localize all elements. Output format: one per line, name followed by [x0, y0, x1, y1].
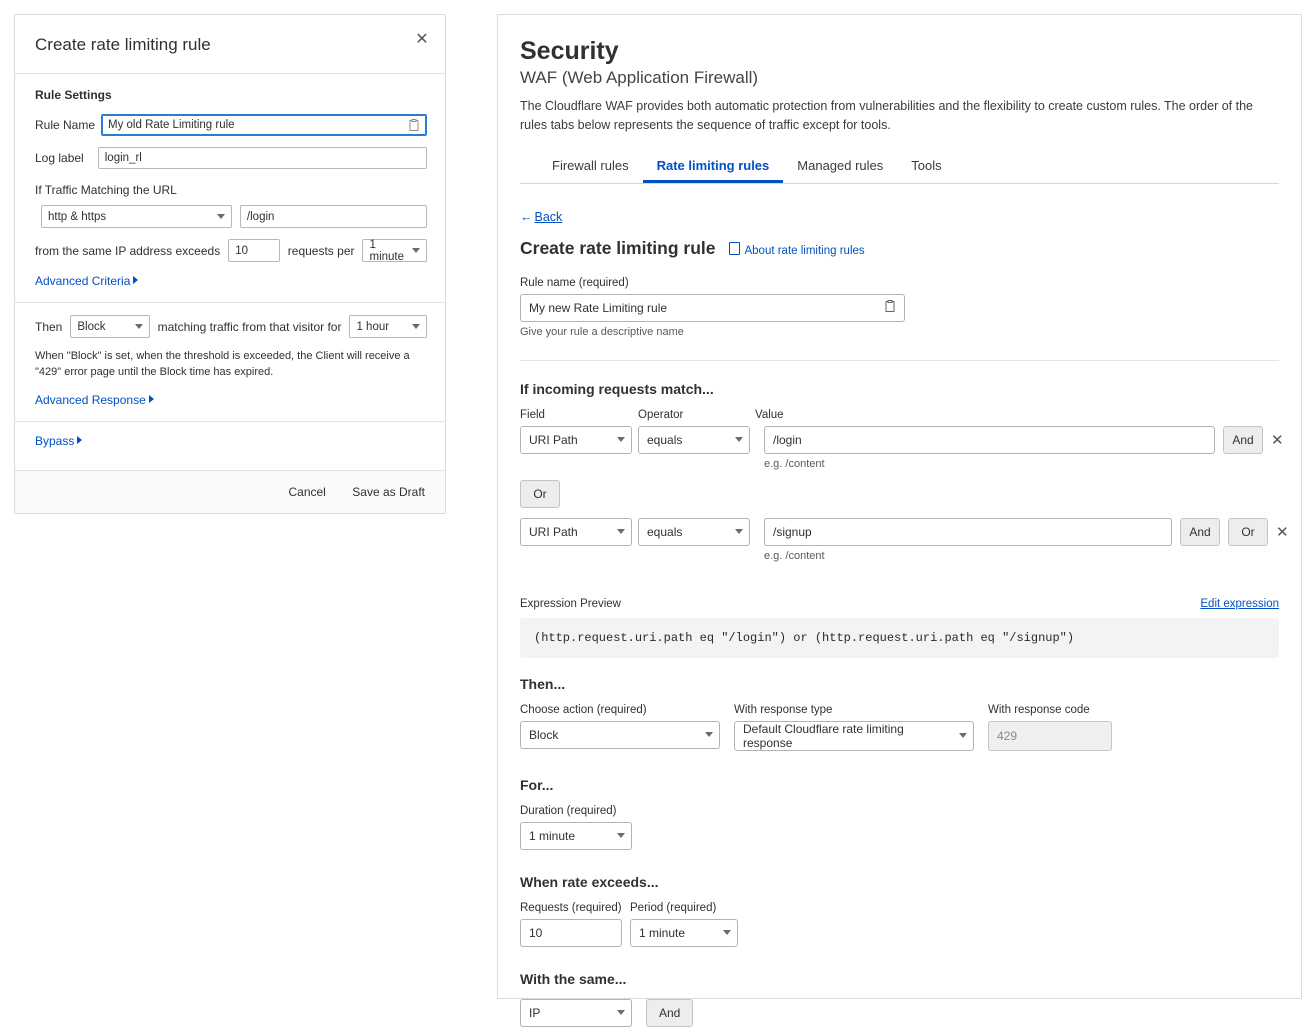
rule-name-input[interactable]: [520, 294, 905, 322]
arrow-left-icon: ←: [520, 209, 533, 224]
log-label-input[interactable]: [98, 147, 427, 169]
url-path-input[interactable]: [240, 205, 427, 228]
requests-label: Requests (required): [520, 901, 622, 914]
advanced-response-label: Advanced Response: [35, 392, 146, 407]
condition-value-input[interactable]: [764, 518, 1172, 546]
chevron-down-icon: [412, 324, 420, 329]
rule-name-label: Rule Name: [35, 118, 96, 132]
expression-header: [520, 598, 1279, 610]
choose-action-select[interactable]: [520, 721, 720, 749]
chevron-down-icon: [959, 733, 967, 738]
modal-footer: [15, 470, 445, 513]
period-value: 1 minute: [639, 925, 686, 940]
page-description: The Cloudflare WAF provides both automatic protection from vulnerabilities and the flexibility to create custom rules. The order of the rules tabs below represents the sequence of traffic except for tools.: [520, 99, 1253, 132]
log-label-label: Log label: [35, 151, 84, 165]
action-select[interactable]: [70, 315, 149, 338]
chevron-down-icon: [617, 833, 625, 838]
condition-row: [520, 518, 1289, 562]
condition-operator-select[interactable]: [638, 426, 750, 454]
threshold-input[interactable]: [228, 239, 280, 262]
period-select[interactable]: [362, 239, 427, 262]
chevron-down-icon: [617, 1010, 625, 1015]
condition-value-help: e.g. /content: [764, 549, 825, 562]
remove-condition-icon[interactable]: ✕: [1271, 431, 1284, 449]
characteristic-value: IP: [529, 1005, 541, 1020]
duration-value: 1 hour: [356, 320, 390, 333]
close-icon[interactable]: ✕: [415, 31, 429, 48]
divider: [15, 302, 445, 303]
condition-value-text: /signup: [773, 524, 812, 539]
threshold-row: [35, 239, 427, 262]
condition-field-select[interactable]: [520, 518, 632, 546]
about-rate-limiting-rules-link[interactable]: [729, 242, 864, 257]
condition-value-input[interactable]: [764, 426, 1215, 454]
about-link-label: About rate limiting rules: [744, 244, 865, 257]
action-value: Block: [77, 320, 106, 333]
page-title: Security: [520, 37, 619, 65]
threshold-value: 10: [235, 244, 248, 257]
threshold-prefix-label: from the same IP address exceeds: [35, 243, 221, 258]
condition-field-value: URI Path: [529, 524, 578, 539]
period-label: Period (required): [630, 901, 717, 914]
tab-rate-limiting-rules[interactable]: Rate limiting rules: [643, 151, 784, 183]
advanced-criteria-link[interactable]: [35, 274, 427, 288]
chevron-down-icon: [135, 324, 143, 329]
condition-operator-select[interactable]: [638, 518, 750, 546]
modal-body: [15, 74, 445, 470]
duration-select[interactable]: [520, 822, 632, 850]
response-code-value: 429: [997, 728, 1018, 743]
response-type-label: With response type: [734, 703, 833, 716]
form-heading-row: [520, 238, 1279, 259]
duration-value: 1 minute: [529, 828, 576, 843]
scheme-select[interactable]: [41, 205, 232, 228]
chevron-down-icon: [617, 437, 625, 442]
rule-name-help: Give your rule a descriptive name: [520, 325, 684, 338]
chevron-down-icon: [723, 930, 731, 935]
or-button[interactable]: Or: [520, 480, 560, 508]
same-and-button[interactable]: And: [646, 999, 693, 1027]
document-icon: [729, 242, 740, 255]
url-path-value: /login: [246, 210, 275, 223]
chevron-down-icon: [705, 732, 713, 737]
then-suffix-label: matching traffic from that visitor for: [157, 319, 342, 334]
response-type-select[interactable]: [734, 721, 974, 751]
condition-field-value: URI Path: [529, 432, 578, 447]
log-label-row: [35, 147, 427, 169]
save-as-draft-button[interactable]: Save as Draft: [352, 484, 425, 499]
bypass-link[interactable]: [35, 434, 427, 448]
clipboard-icon[interactable]: [884, 300, 896, 316]
for-section-heading: For...: [520, 776, 554, 793]
rule-name-value: My old Rate Limiting rule: [108, 119, 235, 131]
rule-settings-heading: Rule Settings: [35, 88, 112, 102]
requests-input[interactable]: [520, 919, 622, 947]
remove-condition-icon[interactable]: ✕: [1276, 523, 1289, 541]
response-code-input: [988, 721, 1112, 751]
legacy-rate-limiting-modal: [14, 14, 446, 514]
condition-value-help: e.g. /content: [764, 457, 825, 470]
then-label: Then: [35, 319, 63, 334]
condition-operator-value: equals: [647, 432, 683, 447]
chevron-down-icon: [217, 214, 225, 219]
tab-tools[interactable]: Tools: [911, 157, 942, 173]
clipboard-icon[interactable]: [408, 119, 420, 132]
page-subtitle: WAF (Web Application Firewall): [520, 68, 759, 87]
tab-firewall-rules[interactable]: Firewall rules: [552, 157, 629, 173]
then-section-heading: Then...: [520, 675, 566, 692]
characteristic-select[interactable]: [520, 999, 632, 1027]
chevron-down-icon: [617, 529, 625, 534]
condition-operator-value: equals: [647, 524, 683, 539]
condition-and-button[interactable]: And: [1180, 518, 1220, 546]
url-match-label: If Traffic Matching the URL: [35, 183, 177, 197]
response-type-value: Default Cloudflare rate limiting response: [743, 721, 904, 750]
column-header-field: Field: [520, 408, 545, 421]
rule-name-label: Rule name (required): [520, 276, 629, 289]
condition-value-text: /login: [773, 432, 802, 447]
block-note: When "Block" is set, when the threshold is exceeded, the Client will receive a "429" error page until the Block time has expired.: [35, 350, 410, 378]
column-header-operator: Operator: [638, 408, 684, 421]
chevron-down-icon: [735, 437, 743, 442]
then-row: [35, 315, 427, 338]
rate-section-heading: When rate exceeds...: [520, 873, 659, 890]
bypass-label: Bypass: [35, 433, 75, 448]
condition-or-button[interactable]: Or: [1228, 518, 1268, 546]
expression-preview-label: Expression Preview: [520, 597, 621, 610]
cancel-button[interactable]: Cancel: [288, 484, 326, 499]
edit-expression-link[interactable]: Edit expression: [1200, 597, 1279, 610]
tab-bar: [520, 151, 1279, 184]
condition-row: [520, 426, 1284, 470]
rule-name-input[interactable]: [101, 114, 427, 136]
advanced-response-link[interactable]: [35, 393, 427, 407]
divider: [520, 360, 1279, 361]
chevron-down-icon: [735, 529, 743, 534]
response-code-label: With response code: [988, 703, 1090, 716]
chevron-down-icon: [412, 248, 420, 253]
period-value: 1 minute: [369, 238, 405, 263]
advanced-criteria-label: Advanced Criteria: [35, 274, 131, 288]
rule-name-value: My new Rate Limiting rule: [529, 300, 668, 315]
modal-title: Create rate limiting rule: [35, 35, 211, 54]
url-match-row: [35, 205, 427, 228]
expression-preview-box: (http.request.uri.path eq "/login") or (http.request.uri.path eq "/signup"): [520, 618, 1279, 658]
form-heading: Create rate limiting rule: [520, 237, 716, 258]
triangle-right-icon: [133, 276, 138, 284]
waf-page: [497, 14, 1302, 1020]
choose-action-value: Block: [529, 727, 559, 742]
back-link[interactable]: [520, 210, 1279, 224]
condition-column-headers: [520, 409, 1279, 421]
scheme-value: http & https: [48, 210, 107, 223]
requests-value: 10: [529, 925, 543, 940]
tab-managed-rules[interactable]: Managed rules: [797, 157, 884, 173]
period-select[interactable]: [630, 919, 738, 947]
choose-action-label: Choose action (required): [520, 703, 647, 716]
match-section-heading: If incoming requests match...: [520, 380, 714, 397]
threshold-suffix-label: requests per: [287, 243, 355, 258]
triangle-right-icon: [149, 395, 154, 403]
triangle-right-icon: [77, 436, 82, 444]
log-label-value: login_rl: [104, 152, 142, 164]
divider: [15, 421, 445, 422]
modal-header: [15, 15, 445, 74]
duration-label: Duration (required): [520, 804, 617, 817]
rule-name-row: [35, 114, 427, 136]
condition-field-select[interactable]: [520, 426, 632, 454]
same-section-heading: With the same...: [520, 970, 627, 987]
column-header-value: Value: [755, 408, 784, 421]
back-label: Back: [534, 209, 563, 224]
duration-select[interactable]: [349, 315, 427, 338]
condition-and-button[interactable]: And: [1223, 426, 1263, 454]
